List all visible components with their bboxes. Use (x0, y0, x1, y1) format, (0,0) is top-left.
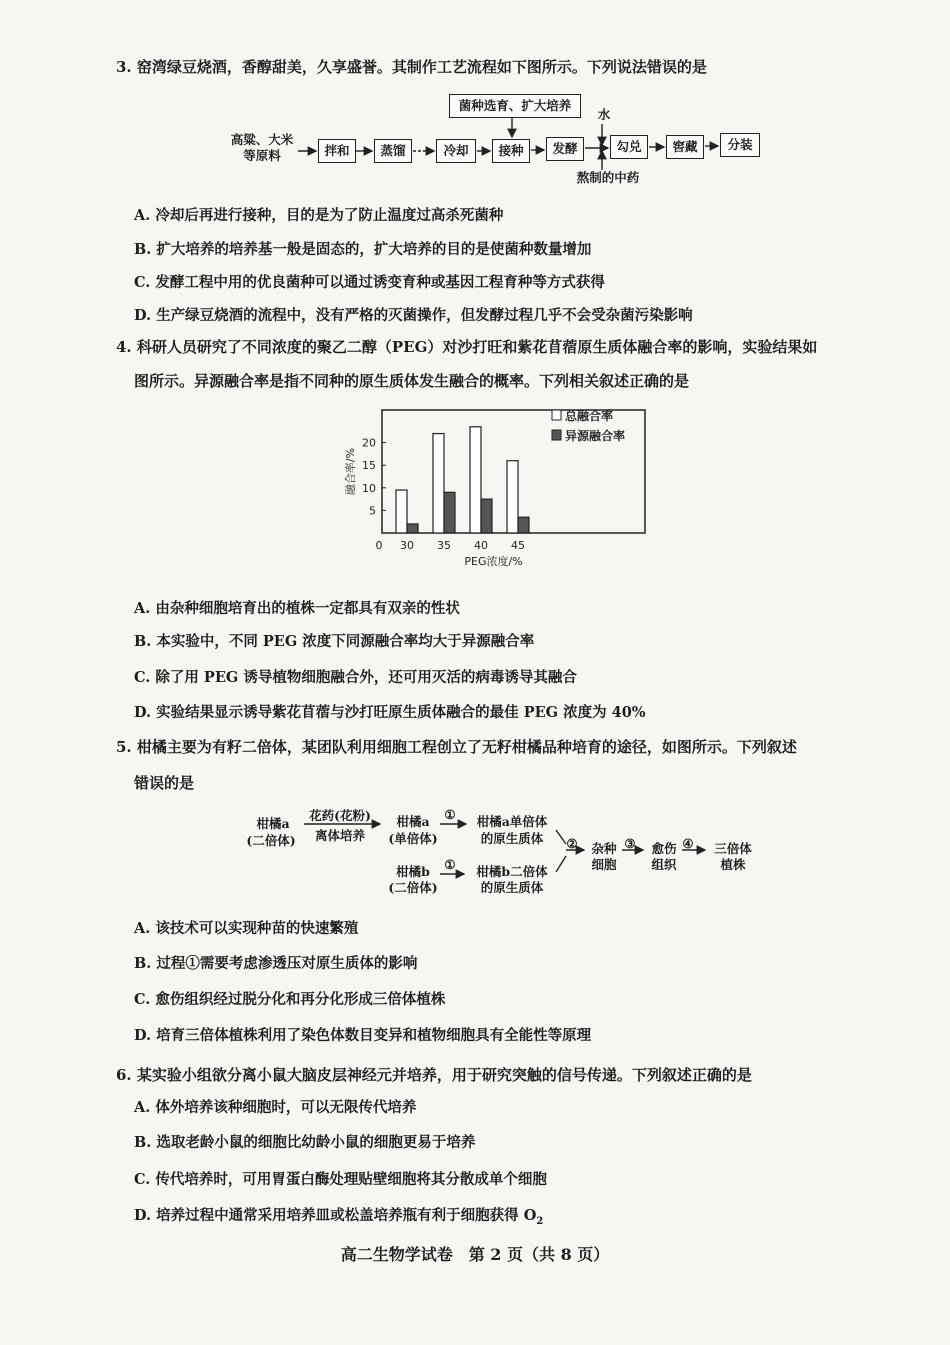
flow-top-box: 菌种选育、扩大培养 (449, 94, 581, 118)
q4-option-a: A. 由杂种细胞培育出的植株一定都具有双亲的性状 (134, 600, 460, 617)
flow-raw-label: 高粱、大米 (230, 132, 294, 147)
d-a-sub: (二倍体) (246, 833, 296, 848)
q5-stem-line1: 5. 柑橘主要为有籽二倍体，某团队利用细胞工程创立了无籽柑橘品种培育的途径，如图所示。下列叙述 (116, 738, 797, 756)
q4-bar-chart (340, 405, 660, 575)
x-axis-label: PEG浓度/% (464, 555, 523, 568)
q5-arrows (0, 790, 950, 900)
q3-stem: 3. 窑湾绿豆烧酒，香醇甜美，久享盛誉。其制作工艺流程如下图所示。下列说法错误的是 (116, 58, 707, 76)
q6-option-c: C. 传代培养时，可用胃蛋白酶处理贴壁细胞将其分散成单个细胞 (134, 1171, 547, 1188)
flow-raw-label-2: 等原料 (243, 148, 281, 163)
q3-option-c: C. 发酵工程中用的优良菌种可以通过诱变育种或基因工程育种等方式获得 (134, 274, 605, 291)
q5-option-d: D. 培育三倍体植株利用了染色体数目变异和植物细胞具有全能性等原理 (134, 1027, 592, 1044)
q4-stem-line1: 4. 科研人员研究了不同浓度的聚乙二醇（PEG）对沙打旺和紫花苜蓿原生质体融合率的影响，实验结果如 (116, 338, 818, 356)
q5-option-b: B. 过程①需要考虑渗透压对原生质体的影响 (134, 955, 418, 972)
page-footer: 高二生物学试卷 第 2 页（共 8 页） (340, 1245, 610, 1264)
d-hybrid2: 细胞 (591, 857, 617, 872)
d-step4: ④ (682, 836, 694, 851)
flow-arrows (0, 0, 950, 200)
q4-stem-line2: 图所示。异源融合率是指不同种的原生质体发生融合的概率。下列相关叙述正确的是 (134, 372, 690, 390)
flow-herb-label: 熬制的中药 (576, 170, 640, 185)
x-tick-label: 35 (437, 539, 451, 552)
d-step2: ② (566, 836, 578, 851)
d-callus2: 组织 (651, 857, 677, 872)
x-tick-label: 30 (400, 539, 414, 552)
bar-total-40 (470, 427, 481, 533)
bar-hetero-35 (444, 492, 455, 533)
flow-step-pack: 分装 (720, 133, 760, 157)
d-callus1: 愈伤 (651, 841, 677, 856)
bar-hetero-30 (407, 524, 418, 533)
flow-step-inoculate: 接种 (492, 139, 530, 163)
q6-option-b: B. 选取老龄小鼠的细胞比幼龄小鼠的细胞更易于培养 (134, 1134, 476, 1151)
q6-option-a: A. 体外培养该种细胞时，可以无限传代培养 (134, 1099, 417, 1116)
legend-swatch-1 (552, 430, 561, 440)
bar-hetero-45 (518, 517, 529, 533)
q4-option-b: B. 本实验中，不同 PEG 浓度下同源融合率均大于异源融合率 (134, 633, 535, 650)
d-step1-a: ① (444, 807, 456, 822)
x-origin-label: 0 (375, 539, 383, 552)
q6-option-d-text: D. 培养过程中通常采用培养皿或松盖培养瓶有利于细胞获得 O (134, 1207, 537, 1224)
x-tick-label: 45 (511, 539, 525, 552)
d-b-proto1: 柑橘b二倍体 (476, 864, 548, 879)
q5-option-c: C. 愈伤组织经过脱分化和再分化形成三倍体植株 (134, 991, 446, 1008)
bar-total-35 (433, 434, 444, 533)
bar-hetero-40 (481, 499, 492, 533)
q6-option-d (134, 1204, 543, 1227)
d-culture-bottom: 离体培养 (314, 828, 365, 843)
q5-stem-line2: 错误的是 (134, 774, 195, 792)
d-trip2: 植株 (720, 857, 746, 872)
y-tick-label: 15 (362, 459, 376, 473)
d-a-hap-sub: (单倍体) (388, 831, 438, 846)
d-a-label: 柑橘a (256, 816, 290, 831)
legend-swatch-0 (552, 410, 561, 420)
q3-option-d: D. 生产绿豆烧酒的流程中，没有严格的灭菌操作，但发酵过程几乎不会受杂菌污染影响 (134, 307, 693, 324)
flow-step-store: 窖藏 (666, 135, 704, 159)
y-axis-label: 融合率/% (344, 447, 357, 496)
legend-label-1: 异源融合率 (565, 429, 626, 443)
flow-step-ferment: 发酵 (546, 137, 584, 161)
d-b-label: 柑橘b (396, 864, 430, 879)
q3-option-a: A. 冷却后再进行接种，目的是为了防止温度过高杀死菌种 (134, 207, 504, 224)
q5-option-a: A. 该技术可以实现种苗的快速繁殖 (134, 920, 359, 937)
d-a-proto2: 的原生质体 (480, 831, 544, 846)
flow-step-steam: 蒸馏 (374, 139, 412, 163)
d-hybrid1: 杂种 (591, 841, 617, 856)
q3-option-b: B. 扩大培养的培养基一般是固态的，扩大培养的目的是使菌种数量增加 (134, 241, 592, 258)
legend-label-0: 总融合率 (565, 409, 614, 423)
q6-stem: 6. 某实验小组欲分离小鼠大脑皮层神经元并培养，用于研究突触的信号传递。下列叙述正确的是 (116, 1066, 752, 1084)
bar-total-45 (507, 461, 518, 533)
d-a-proto1: 柑橘a单倍体 (476, 814, 548, 829)
d-trip1: 三倍体 (714, 841, 752, 856)
bar-total-30 (396, 490, 407, 533)
d-a-hap: 柑橘a (396, 814, 430, 829)
d-culture-top: 花药(花粉) (309, 808, 371, 823)
q4-option-d: D. 实验结果显示诱导紫花苜蓿与沙打旺原生质体融合的最佳 PEG 浓度为 40% (134, 704, 646, 721)
x-tick-label: 40 (474, 539, 488, 552)
d-b-proto2: 的原生质体 (480, 880, 544, 895)
y-tick-label: 5 (369, 504, 376, 518)
y-tick-label: 10 (362, 481, 376, 495)
q4-option-c: C. 除了用 PEG 诱导植物细胞融合外，还可用灭活的病毒诱导其融合 (134, 669, 577, 686)
d-b-sub: (二倍体) (388, 880, 438, 895)
flow-step-mix: 拌和 (318, 139, 356, 163)
d-step1-b: ① (444, 857, 456, 872)
y-tick-label: 20 (362, 436, 376, 450)
q6-option-d-sub: 2 (536, 1215, 544, 1227)
d-step3: ③ (624, 836, 636, 851)
flow-step-blend: 勾兑 (610, 135, 648, 159)
flow-step-cool: 冷却 (436, 139, 476, 163)
flow-water-label: 水 (597, 107, 611, 122)
